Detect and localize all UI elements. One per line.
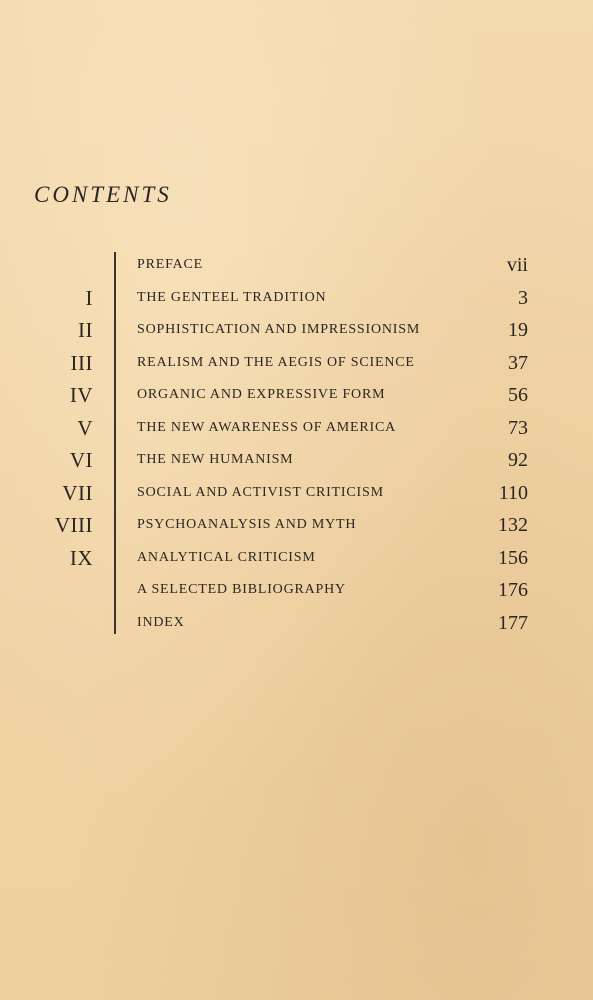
chapter-numeral: III	[70, 350, 93, 375]
chapter-title: THE NEW AWARENESS OF AMERICA	[137, 419, 397, 435]
chapter-title: SOCIAL AND ACTIVIST CRITICISM	[137, 484, 384, 500]
toc-row-chapter-9[interactable]	[0, 542, 593, 575]
page-number: 73	[508, 416, 528, 439]
toc-row-chapter-7[interactable]	[0, 477, 593, 510]
toc-row-chapter-5[interactable]	[0, 412, 593, 445]
chapter-title: ANALYTICAL CRITICISM	[137, 549, 316, 565]
toc-row-index[interactable]	[0, 607, 593, 640]
page-number: 92	[508, 449, 528, 471]
chapter-numeral: VI	[69, 448, 93, 472]
chapter-numeral: IX	[69, 545, 93, 570]
chapter-numeral: V	[77, 415, 93, 440]
chapter-title: THE GENTEEL TRADITION	[137, 289, 327, 305]
toc-row-chapter-6[interactable]	[0, 444, 593, 477]
page-title: CONTENTS	[34, 182, 172, 207]
toc-row-chapter-1[interactable]	[0, 282, 593, 315]
page-number: 132	[498, 514, 528, 536]
page-number: vii	[506, 254, 528, 276]
chapter-numeral: II	[78, 318, 93, 342]
toc-row-bibliography[interactable]	[0, 574, 593, 607]
toc-row-chapter-8[interactable]	[0, 509, 593, 542]
page-number: 156	[498, 546, 528, 569]
chapter-title: PREFACE	[137, 257, 204, 272]
chapter-numeral: VII	[62, 480, 93, 505]
chapter-title: REALISM AND THE AEGIS OF SCIENCE	[137, 354, 415, 370]
chapter-title: INDEX	[137, 614, 185, 630]
page-number: 3	[518, 286, 528, 309]
toc-row-chapter-3[interactable]	[0, 347, 593, 380]
chapter-numeral: VIII	[54, 513, 93, 537]
page-number: 177	[498, 611, 528, 634]
chapter-numeral: I	[85, 285, 93, 310]
page-number: 176	[498, 579, 528, 601]
chapter-numeral: IV	[69, 383, 93, 407]
page-number: 19	[508, 319, 528, 341]
chapter-title: ORGANIC AND EXPRESSIVE FORM	[137, 387, 386, 402]
page-number: 110	[498, 481, 528, 504]
chapter-title: PSYCHOANALYSIS AND MYTH	[137, 517, 357, 532]
chapter-title: A SELECTED BIBLIOGRAPHY	[137, 582, 346, 597]
page-number: 56	[508, 384, 528, 406]
toc-row-chapter-2[interactable]	[0, 314, 593, 347]
table-of-contents	[0, 249, 593, 639]
toc-row-preface[interactable]	[0, 249, 593, 282]
page-number: 37	[508, 351, 528, 374]
toc-row-chapter-4[interactable]	[0, 379, 593, 412]
chapter-title: SOPHISTICATION AND IMPRESSIONISM	[137, 322, 421, 337]
chapter-title: THE NEW HUMANISM	[137, 452, 294, 467]
